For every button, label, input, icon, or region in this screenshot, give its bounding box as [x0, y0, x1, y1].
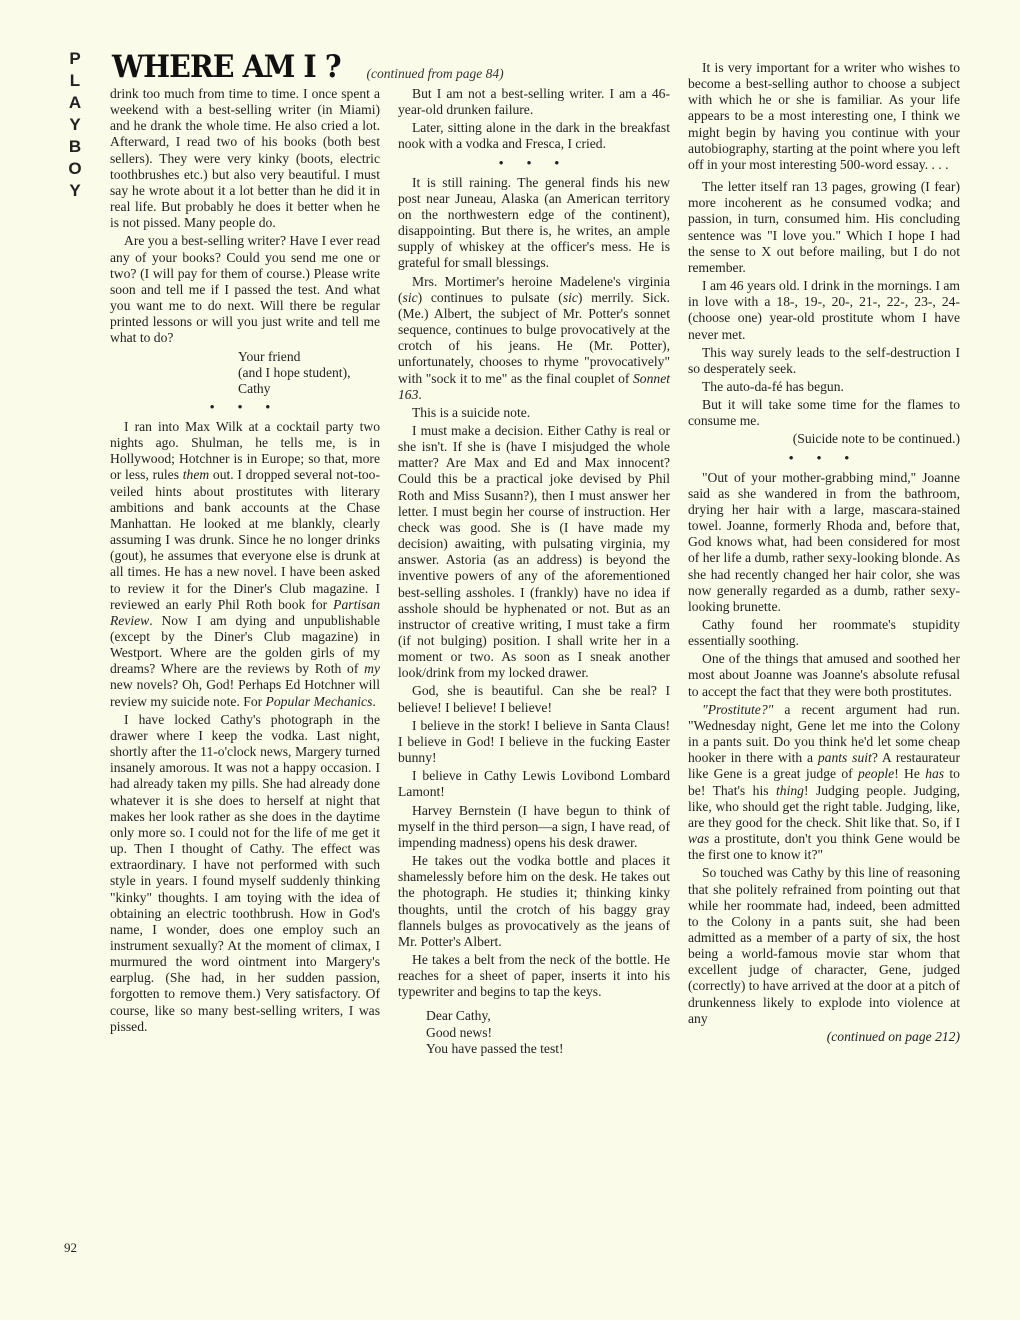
paragraph [110, 419, 380, 710]
paragraph: But it will take some time for the flames to consume me. [688, 397, 960, 429]
title-row [112, 49, 504, 85]
paragraph: So touched was Cathy by this line of reasoning that she politely refrained from pointing out that while her roommate had, indeed, been admitted to the Colony in a pants suit, she had been admitted as a member of a party of six, the host being a world-famous movie star whom that excellent judge of character, Gene, judged (correctly) to have arrived at the door at a pitch of drunkenness likely to explode into violence at any [688, 865, 960, 1026]
paragraph: It is very important for a writer who wishes to become a best-selling author to choose a subject with which he or she is familiar. As your life appears to be a most interesting one, I think we might begin by having you continue with your autobiography, starting at the point where you left off in your most interesting 500-word essay. . . . [688, 60, 960, 172]
emphasis: people [857, 766, 895, 782]
paragraph: He takes out the vodka bottle and places it shamelessly before him on the desk. He takes out the photograph. He studies it; thinking kinky thoughts, until the crotch of his baggy gray flannels bulges as provocatively as the jeans of Mr. Potter's Albert. [398, 853, 670, 949]
emphasis: "Prostitute?" [702, 701, 774, 717]
publication-title: Popular Mechanics [265, 693, 373, 709]
masthead-letter: Y [69, 115, 81, 134]
paragraph: It is still raining. The general finds his new post near Juneau, Alaska (an American territory on the northwestern edge of the continent), disappointing. But there is, he writes, an ample supply of whiskey at the officer's mess. He is grateful for small blessings. [398, 174, 670, 271]
column-3 [688, 60, 960, 1045]
emphasis: them [182, 467, 210, 483]
paragraph: God, she is beautiful. Can she be real? I believe! I believe! I believe! [398, 683, 670, 715]
text-run: new novels? Oh, God! Perhaps Ed Hotchner will review my suicide note. For [110, 677, 380, 709]
continued-from-note: (continued from page 84) [366, 66, 504, 81]
text-run: I ran into Max Wilk at a cocktail party two nights ago. Shulman, he tells me, is in Hollywood; Hotchner is in Europe; so that, more or less, rules [110, 418, 380, 483]
text-run: Mrs. Mortimer's heroine Madelene's virginia ( [398, 273, 670, 305]
text-run: ? A restaurateur like Gene is a great judge of [688, 750, 960, 782]
section-separator: • • • [209, 398, 281, 414]
masthead [58, 48, 92, 202]
signature-line: (and I hope student), [238, 364, 351, 380]
column-1 [110, 86, 380, 1037]
emphasis: pants suit [817, 750, 872, 766]
paragraph: The letter itself ran 13 pages, growing (I fear) more incoherent as he consumed vodka; and passion, in turn, consumed him. His concluding sentence was "I love you." Which I hope I had the sense to X out before mailing, but I do not remember. [688, 179, 960, 275]
text-run: ) continues to pulsate ( [417, 289, 563, 305]
paragraph [398, 274, 670, 403]
text-run: . [372, 693, 376, 709]
signature-line: Cathy [238, 380, 271, 396]
paragraph: "Out of your mother-grabbing mind," Joanne said as she wandered in from the bathroom, drying her hair with a large, mascara-stained towel. Joanne, formerly Rhoda and, before that, God knows what, had been considered for most of her life a dumb, rather sexy-looking blonde. As she had recently changed her hair color, she was now generally regarded as a dumb, rather sexy-looking brunette. [688, 469, 960, 614]
paragraph: I am 46 years old. I drink in the mornings. I am in love with a 18-, 19-, 20-, 21-, 22-, 23-, 24- (choose one) year-old prostitute whom I have never met. [688, 278, 960, 342]
text-run: a prostitute, don't you think Gene would be the first one to know it?" [688, 831, 960, 863]
paragraph: But I am not a best-selling writer. I am a 46-year-old drunken failure. [398, 86, 670, 118]
text-run: . Now I am dying and unpublishable (except by the Diner's Club magazine) in Westport. Where are the golden girls of my dreams? Where are the reviews by Roth of [110, 612, 380, 677]
text-run: ! He [894, 766, 926, 782]
masthead-letter: O [68, 159, 82, 178]
emphasis: my [364, 661, 380, 677]
paragraph: Cathy found her roommate's stupidity essentially soothing. [688, 617, 960, 649]
paragraph [688, 702, 960, 864]
letter-line: Dear Cathy, [426, 1008, 491, 1024]
page-number: 92 [64, 1240, 77, 1255]
paragraph: This way surely leads to the self-destruction I so desperately seek. [688, 344, 960, 376]
masthead-letter: Y [69, 181, 81, 200]
emphasis: sic [402, 289, 418, 305]
paragraph: Are you a best-selling writer? Have I ever read any of your books? Could you send me one or two? (I will pay for them of course.) Please write soon and tell me if I passed the test. And what you want me to do next. Will there be regular printed lessons or will you just write and tell me what to do? [110, 233, 380, 346]
section-separator: • • • [788, 449, 860, 465]
column-2 [398, 86, 670, 1057]
emphasis: thing [776, 782, 804, 798]
section-separator: • • • [498, 154, 570, 170]
text-run: ! Judging people. Judging, like, who should get the right table. Judging, like, are they good for the check. Shit like that. So, if I [688, 782, 961, 830]
emphasis: was [688, 831, 710, 847]
paragraph: He takes a belt from the neck of the bottle. He reaches for a sheet of paper, inserts it into his typewriter and begins to tap the keys. [398, 951, 670, 1000]
paragraph: The auto-da-fé has begun. [702, 378, 844, 394]
masthead-letter: B [68, 137, 82, 156]
letter-line: You have passed the test! [426, 1040, 564, 1056]
emphasis: has [925, 766, 945, 782]
text-run: . [418, 386, 422, 402]
paragraph: (Suicide note to be continued.) [792, 431, 960, 447]
publication-title: Partisan Review [110, 596, 380, 628]
text-run: ) merrily. Sick. (Me.) Albert, the subject of Mr. Potter's sonnet sequence, continues to bulge provocatively at the crotch of his jeans. He (Mr. Potter), unfortunately, chooses to rhyme "provocatively" with "sock it to me" as the final couplet of [398, 289, 671, 386]
paragraph: I have locked Cathy's photograph in the drawer where I keep the vodka. Last night, shortly after the 11-o'clock news, Margery turned insanely amorous. It was not a happy occasion. I had already taken my pills. She had already done whatever it is she does to herself at night that makes her look rather as she does in the daytime only more so. I could not for the life of me get it up. Then I thought of Cathy. The effect was extraordinary. I have not performed with such style in years. I found myself suddenly thinking "kinky" thoughts. I am toying with the idea of obtaining an electric toothbrush. How in God's name, I wonder, does one employ such an instrument sexually? At the moment of climax, I murmured the word ointment into Margery's earplug. (She had, in her sudden passion, forgotten to remove them.) Very satisfactory. Of course, like so many best-selling writers, I was pissed. [110, 711, 380, 1034]
paragraph: This is a suicide note. [412, 404, 531, 420]
paragraph: I believe in the stork! I believe in Santa Claus! I believe in God! I believe in the fucking Easter bunny! [398, 717, 670, 766]
letter-line: Good news! [426, 1024, 493, 1040]
paragraph: Harvey Bernstein (I have begun to think of myself in the third person—a sign, I have read, of impending madness) opens his desk drawer. [398, 802, 670, 850]
signature-line: Your friend [238, 348, 301, 364]
text-run: to be! That's his [688, 766, 960, 798]
paragraph: drink too much from time to time. I once spent a weekend with a best-selling writer (in Miami) and he drank the whole time. He also cried a lot. Afterward, I read two of his books (both best sellers). They were very kinky (boots, electric toothbrushes etc.) but also very beautiful. I must say he wrote about it a lot better than he did it in real life. But probably he does it better when he is not pissed. Many people do. [110, 86, 380, 231]
continued-on-note: (continued on page 212) [826, 1028, 960, 1044]
article-title: WHERE AM I ? [112, 49, 341, 85]
emphasis: sic [562, 289, 578, 305]
masthead-letter: A [68, 93, 82, 112]
text-run: out. I dropped several not-too-veiled hints about prostitutes with literary ambitions and bank accounts at the Chase Manhattan. He looked at me blankly, clearly assuming I was drunk. Since he no longer drinks (gout), he assumes that everyone else is drunk at all times. He has a new novel. I have been asked to review it for the Diner's Club magazine. I reviewed an early Phil Roth book for [110, 467, 380, 612]
masthead-letter: L [69, 71, 81, 90]
paragraph: I must make a decision. Either Cathy is real or she isn't. If she is (have I misjudged the whole matter? Are Max and Ed and Max innocent? Could this be a practical joke devised by Phil Roth and Miss Susann?), then I must answer her letter. I must begin her course of instruction. Her check was good. She is (I have made my decision) awaiting, with pulsating virginia, my answer. Astoria (as an address) is beyond the inventive powers of any of the aforementioned best-selling assholes. I (frankly) have no idea if asshole should be hyphenated or not. But as an instructor of creative writing, I must take a firm (if not bulging) position. I shall write her in a moment or two. As soon as I sneak another look/drink from my locked drawer. [398, 422, 670, 681]
paragraph: Later, sitting alone in the dark in the breakfast nook with a vodka and Fresca, I cried. [398, 120, 670, 152]
emphasis: Sonnet 163 [398, 370, 670, 402]
paragraph: I believe in Cathy Lewis Lovibond Lombard Lamont! [398, 768, 670, 800]
paragraph: One of the things that amused and soothed her most about Joanne was Joanne's absolute refusal to accept the fact that they were both prostitutes. [688, 651, 960, 699]
masthead-letter: P [69, 49, 81, 68]
text-run: a recent argument had run. "Wednesday night, Gene let me into the Colony in a pants suit. Do you think he'd let some cheap hooker in there with a [688, 701, 960, 766]
